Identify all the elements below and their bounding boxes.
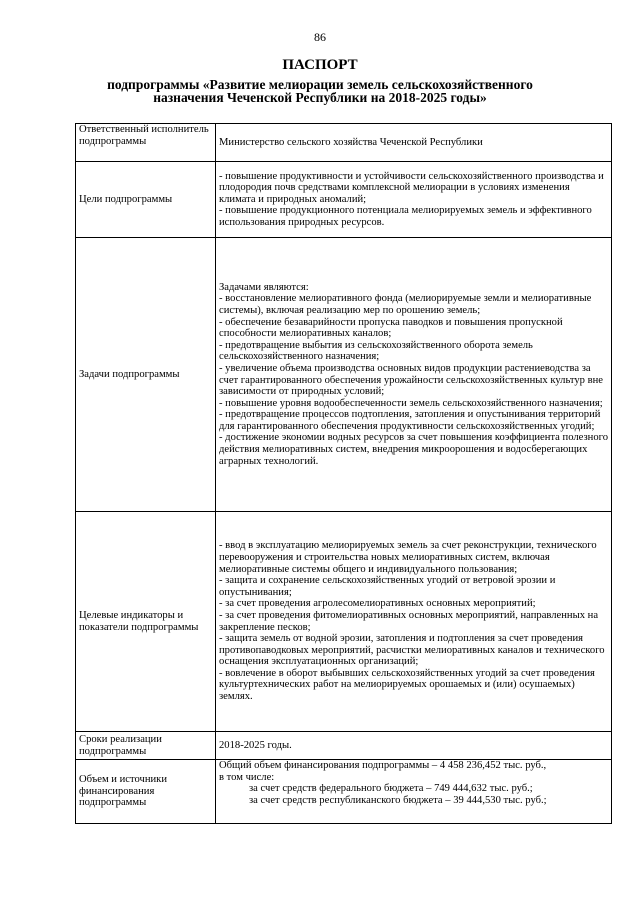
table-row: [76, 238, 612, 512]
content-line: - предотвращение процессов подтопления, затопления и опустынивания территорий для гарантированного обеспечения продуктивности сельскохозяйственных угодий;: [219, 409, 601, 432]
content-line: - восстановление мелиоративного фонда (мелиорируемые земли и мелиоративные системы), включая реализацию мер по орошению земель;: [219, 293, 592, 316]
content-line: 2018-2025 годы.: [219, 739, 292, 751]
row-label: Сроки реализации подпрограммы: [76, 732, 216, 760]
row-content: [216, 732, 612, 760]
document-title: ПАСПОРТ: [282, 57, 358, 73]
content-line: - повышение уровня водообеспеченности земель сельскохозяйственного назначения;: [219, 397, 603, 409]
content-line: - повышение продуктивности и устойчивости сельскохозяйственного производства и плодородия почв средствами комплексной мелиорации в условиях изменения климата и природных аномалий;: [219, 170, 604, 205]
row-label: Ответственный исполнитель подпрограммы: [76, 124, 216, 162]
content-line: - достижение экономии водных ресурсов за счет повышения коэффициента полезного действия мелиоративных систем, внедрения микроорошения и водосберегающих аграрных технологий.: [219, 432, 609, 467]
content-line-indented: за счет средств федерального бюджета – 749 444,632 тыс. руб.;: [249, 783, 533, 795]
content-line: в том числе:: [219, 771, 275, 783]
row-content: [216, 512, 612, 732]
row-label: Задачи подпрограммы: [76, 238, 216, 512]
content-line: - за счет проведения фитомелиоративных основных мероприятий, направленных на закрепление песков;: [219, 609, 599, 633]
content-line: - ввод в эксплуатацию мелиорируемых земель за счет реконструкции, технического перевооружения и строительства новых мелиоративных систем, включая мелиоративные системы общего и индивидуального пользования;: [219, 540, 597, 575]
table-row: [76, 512, 612, 732]
row-content: [216, 162, 612, 238]
row-label: Объем и источники финансирования подпрограммы: [76, 760, 216, 824]
subtitle-line: подпрограммы «Развитие мелиорации земель сельскохозяйственного: [107, 77, 533, 92]
content-line: - за счет проведения агролесомелиоративных основных мероприятий;: [219, 598, 536, 610]
content-line: - увеличение объема производства основных видов продукции растениеводства за счет гарантированного обеспечения урожайности сельскохозяйственных культур вне зависимости от природных условий;: [219, 362, 603, 398]
row-content: [216, 760, 612, 824]
passport-table: [75, 123, 612, 824]
page-number: 86: [314, 30, 326, 44]
subtitle-line: назначения Чеченской Республики на 2018-2025 годы»: [153, 90, 487, 105]
content-line: - защита земель от водной эрозии, затопления и подтопления за счет проведения противопаводковых мероприятий, расчистки мелиоративных каналов и технического оснащения эксплуатационных организаций;: [219, 633, 605, 668]
document-subtitle: [60, 78, 580, 104]
content-line: - обеспечение безаварийности пропуска паводков и повышения пропускной способности мелиоративных каналов;: [219, 316, 563, 340]
content-line: Министерство сельского хозяйства Чеченской Республики: [219, 136, 483, 148]
content-line: - повышение продукционного потенциала мелиорируемых земель и эффективного использования природных ресурсов.: [219, 205, 592, 228]
row-content: [216, 124, 612, 162]
content-line: Задачами являются:: [219, 281, 309, 293]
content-line: - предотвращение выбытия из сельскохозяйственного оборота земель сельскохозяйственного назначения;: [219, 339, 533, 363]
row-label: Целевые индикаторы и показатели подпрограммы: [76, 512, 216, 732]
row-label: Цели подпрограммы: [76, 162, 216, 238]
row-content: [216, 238, 612, 512]
table-row: [76, 760, 612, 824]
table-row: [76, 124, 612, 162]
content-line: - защита и сохранение сельскохозяйственных угодий от ветровой эрозии и опустынивания;: [219, 575, 556, 598]
content-line-indented: за счет средств республиканского бюджета – 39 444,530 тыс. руб.;: [249, 794, 547, 806]
table-row: [76, 732, 612, 760]
content-line: Общий объем финансирования подпрограммы – 4 458 236,452 тыс. руб.,: [219, 760, 547, 771]
content-line: - вовлечение в оборот выбывших сельскохозяйственных угодий за счет проведения культуртехнических работ на мелиорируемых орошаемых и (или) осушаемых) землях.: [219, 667, 595, 703]
table-row: [76, 162, 612, 238]
